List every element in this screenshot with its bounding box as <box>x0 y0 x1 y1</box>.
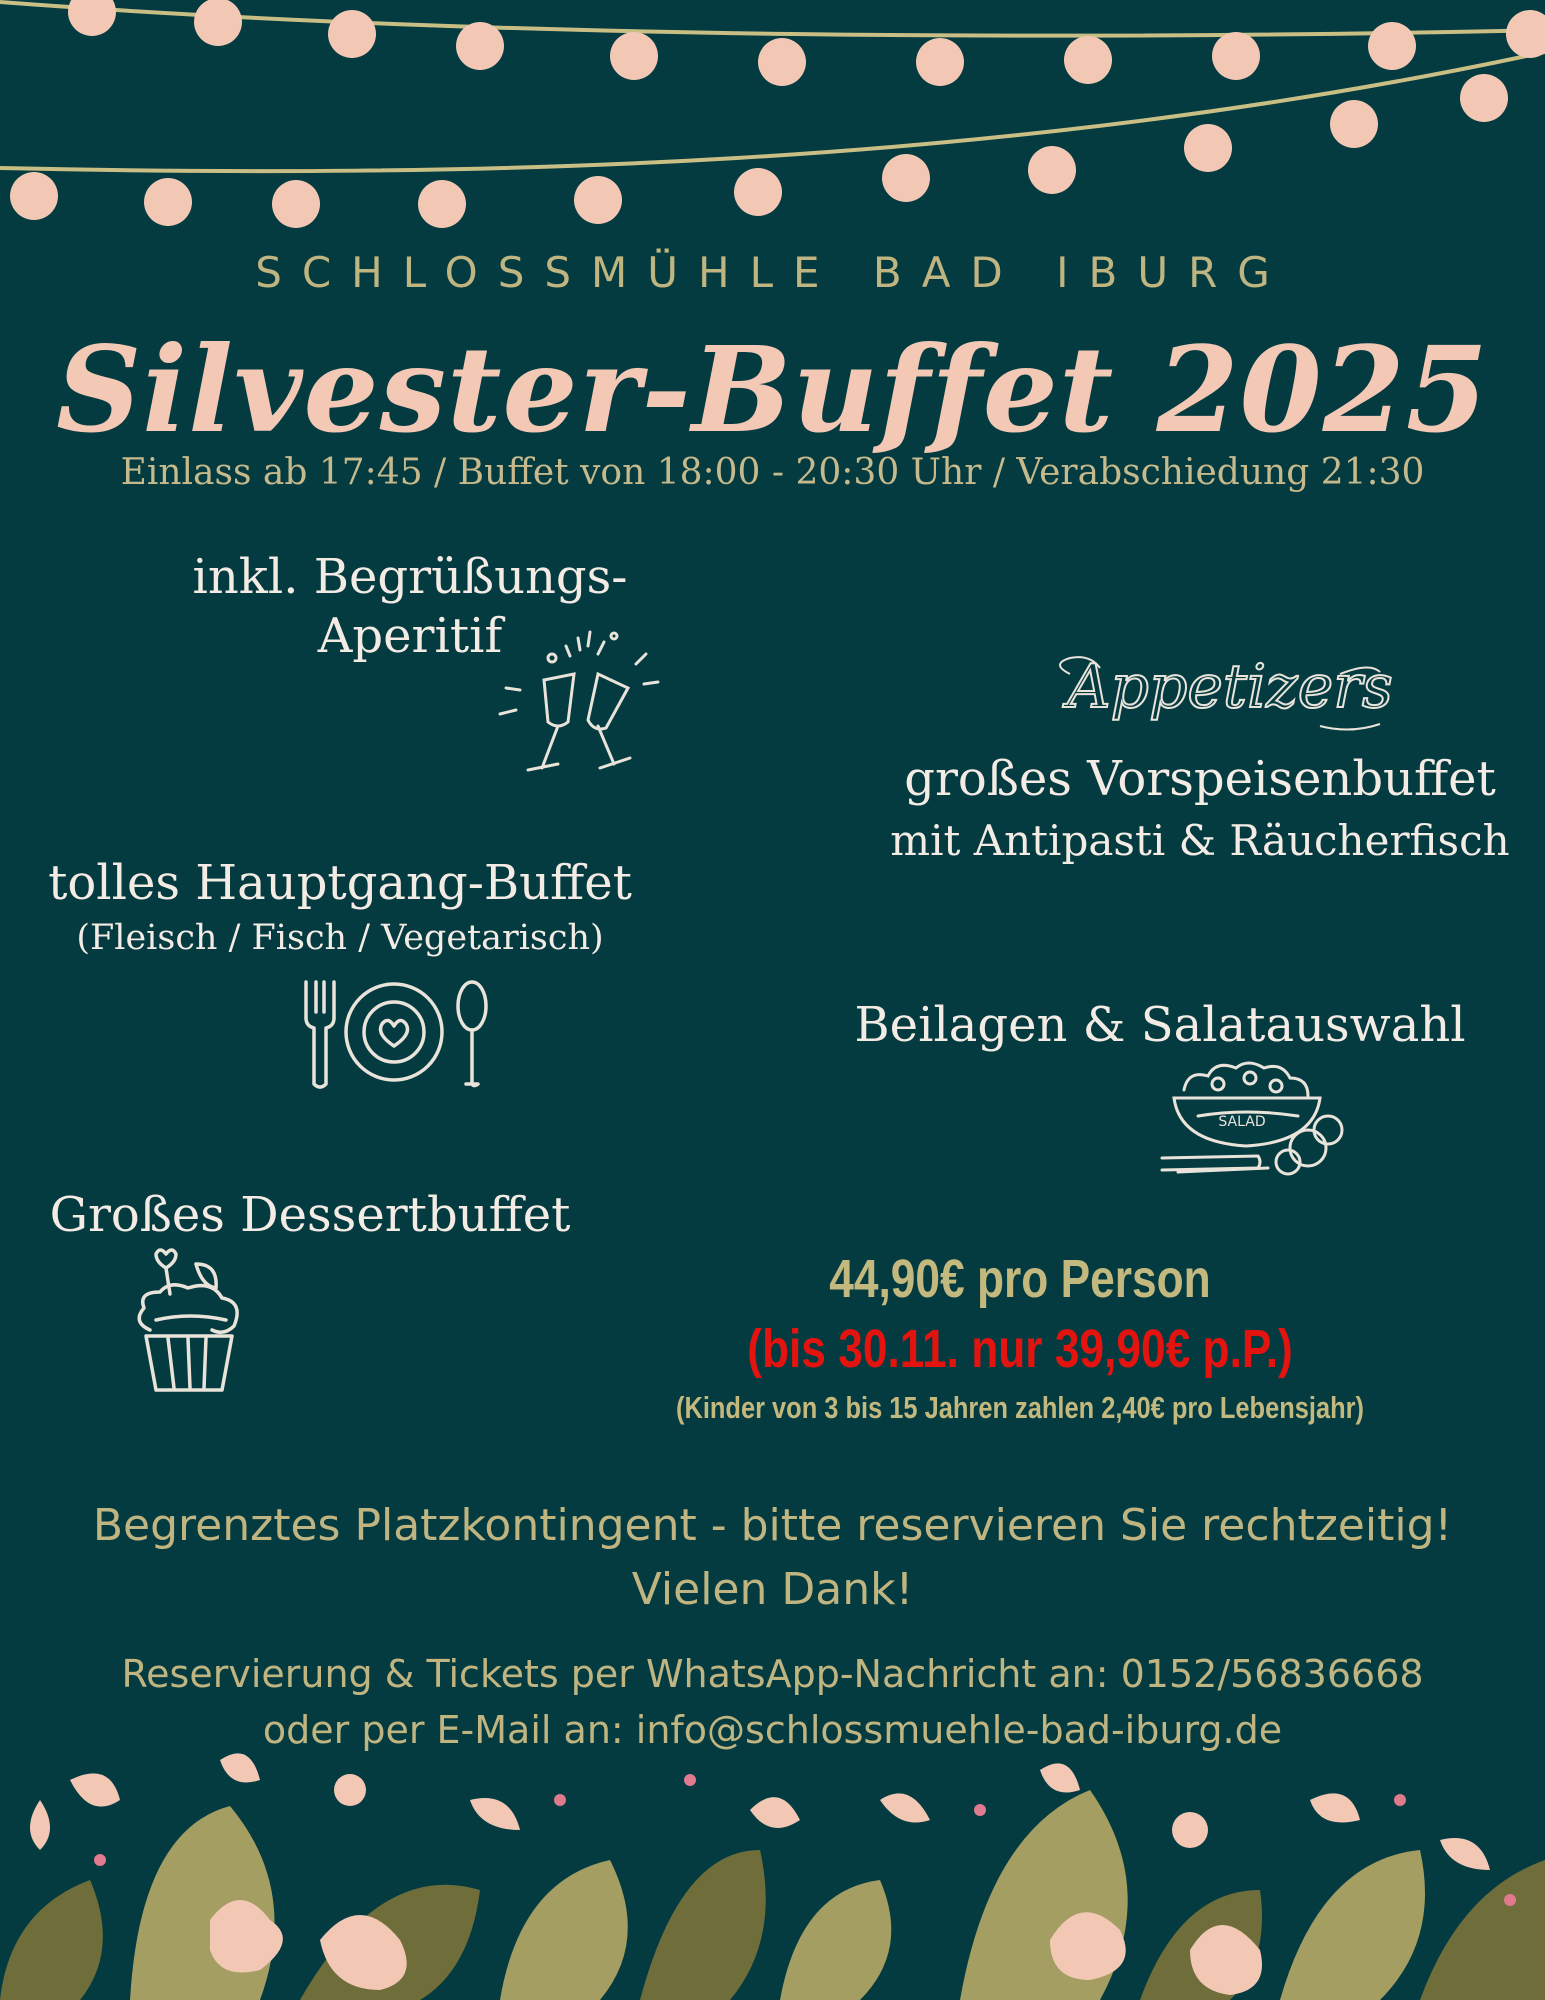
plate-cutlery-icon <box>296 976 496 1092</box>
children-price-note: (Kinder von 3 bis 15 Jahren zahlen 2,40€ pro Lebensjahr) <box>676 1390 1364 1425</box>
starters-title: großes Vorspeisenbuffet <box>904 751 1496 807</box>
main-course-title: tolles Hauptgang-Buffet <box>48 855 632 911</box>
starters-subtitle: mit Antipasti & Räucherfisch <box>890 816 1510 865</box>
notice-line2: Vielen Dank! <box>631 1564 914 1615</box>
cupcake-icon <box>126 1244 252 1394</box>
floral-border-decoration <box>0 1740 1545 2000</box>
contact-whatsapp[interactable]: Reservierung & Tickets per WhatsApp-Nachricht an: 0152/56836668 <box>121 1652 1424 1696</box>
salad-label: SALAD <box>1218 1114 1266 1130</box>
limited-seats-notice <box>0 1494 1545 1622</box>
contact-email[interactable]: oder per E-Mail an: info@schlossmuehle-bad-iburg.de <box>262 1708 1283 1752</box>
notice-line1: Begrenztes Platzkontingent - bitte reservieren Sie rechtzeitig! <box>92 1500 1453 1551</box>
appetizers-flourish-icon <box>1050 654 1390 734</box>
event-schedule: Einlass ab 17:45 / Buffet von 18:00 - 20:30 Uhr / Verabschiedung 21:30 <box>120 452 1425 493</box>
sides-title: Beilagen & Salatauswahl <box>854 997 1466 1053</box>
main-course-subtitle: (Fleisch / Fisch / Vegetarisch) <box>76 918 604 958</box>
aperitif-line1: inkl. Begrüßungs- <box>192 549 628 605</box>
venue-name: SCHLOSSMÜHLE BAD IBURG <box>255 248 1290 297</box>
salad-bowl-icon <box>1158 1056 1348 1180</box>
berries-layer <box>94 1774 1516 1906</box>
appetizers-script: Appetizers <box>1067 652 1393 722</box>
aperitif-line2: Aperitif <box>317 607 503 664</box>
champagne-glasses-icon <box>486 618 676 778</box>
dessert-title: Großes Dessertbuffet <box>49 1187 571 1243</box>
early-bird-price: (bis 30.11. nur 39,90€ p.P.) <box>747 1319 1293 1379</box>
price-per-person: 44,90€ pro Person <box>829 1249 1211 1309</box>
string-lights-decoration <box>0 0 1545 240</box>
event-title: Silvester-Buffet 2025 <box>56 320 1489 459</box>
